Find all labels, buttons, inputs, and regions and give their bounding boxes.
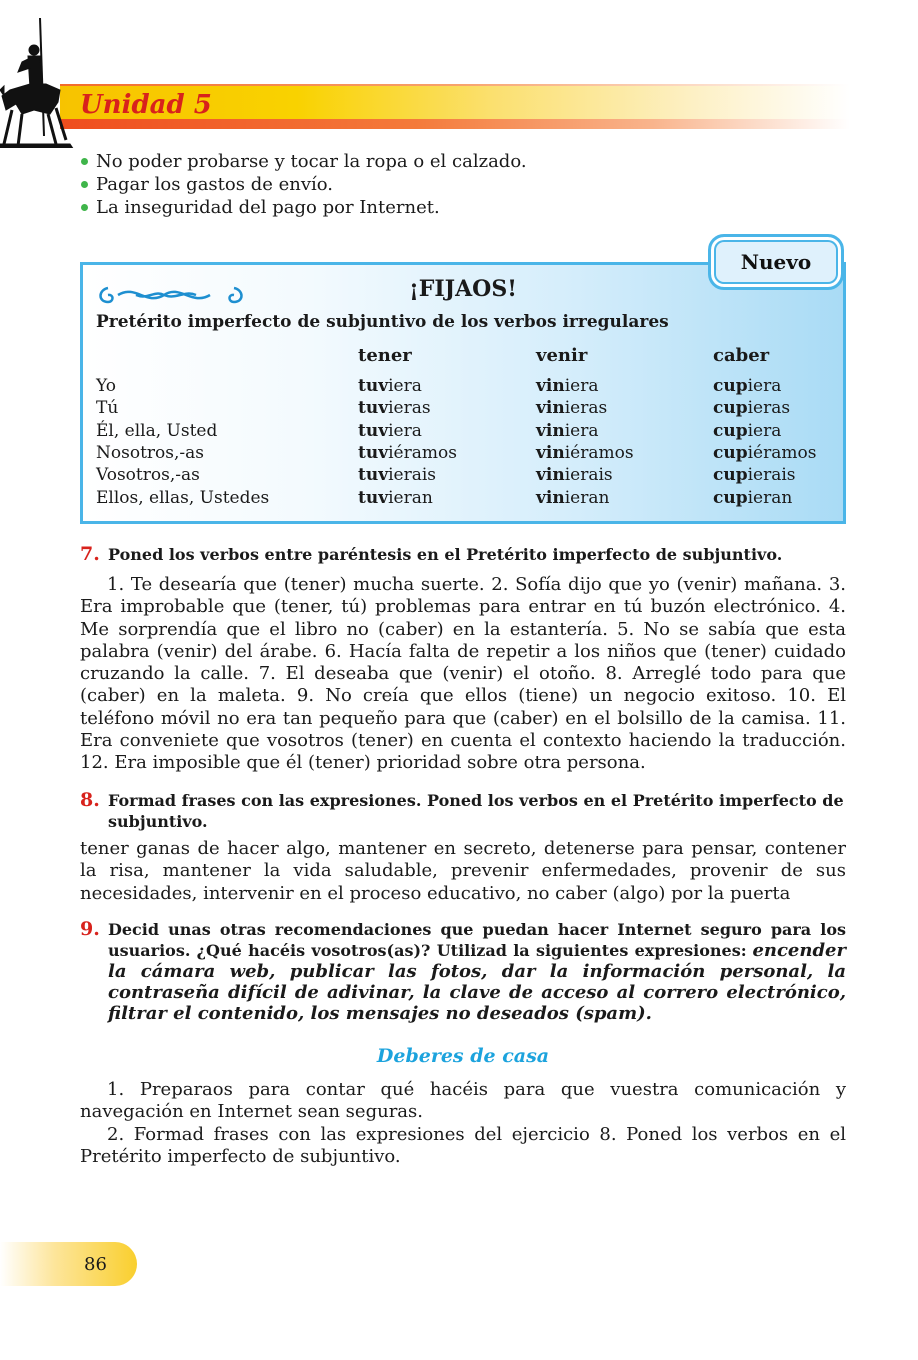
verb-stem: vin [536, 442, 565, 463]
column-header: tener [358, 345, 412, 366]
verb-form-cell [536, 376, 598, 396]
verb-stem: cup [713, 465, 748, 486]
bullet-item: Pagar los gastos de envío. [80, 173, 527, 196]
verb-ending: ieran [747, 487, 793, 508]
verb-ending: ierais [747, 465, 796, 486]
bullet-dot-icon [81, 181, 88, 188]
verb-stem: tuv [358, 442, 389, 463]
header-stripe [60, 119, 850, 129]
verb-form-cell [713, 376, 781, 396]
box-title: ¡FIJAOS! [409, 276, 517, 302]
table-heading: Pretérito imperfecto de subjuntivo de los verbos irregulares [96, 312, 669, 332]
exercise-text: 1. Te desearía que (tener) mucha suerte. 2. Sofía dijo que yo (venir) mañana. 3. Era improbable que (tener, tú) problemas para entrar en tú buzón electrónico. 4. Me sorprendía que el libro no (caber) en la estantería. 5. No se sabía que esta palabra (venir) del árabe. 6. Hacía falta de repetir a los niños que (tener) cuidado cruzando la calle. 7. El deseaba que (venir) el otoño. 8. Arreglé todo para que (caber) en la maleta. 9. No creía que ellos (tiene) un negocio exitoso. 10. El teléfono móvil no era tan pequeño para que (caber) en el bolsillo de la camisa. 11. Era conveniete que vosotros (tener) en cuenta el contexto haciendo la traducción. 12. Era imposible que él (tener) prioridad sobre otra persona. [80, 574, 846, 774]
verb-stem: tuv [358, 465, 389, 486]
column-header: caber [713, 345, 770, 366]
verb-form-cell [713, 443, 816, 463]
verb-ending: iera [388, 420, 422, 441]
verb-ending: ieran [388, 487, 433, 508]
verb-form-cell [358, 376, 422, 396]
homework-title: Deberes de casa [376, 1045, 550, 1067]
page-number-tab [0, 1242, 137, 1286]
exercise-number: 7. [80, 543, 100, 565]
verb-stem: cup [713, 376, 748, 396]
verb-form-cell [536, 488, 609, 508]
bullet-list [80, 150, 527, 219]
verb-form-cell [358, 488, 433, 508]
exercise-number: 8. [80, 789, 100, 811]
verb-stem: vin [536, 420, 565, 441]
verb-ending: iéramos [747, 442, 817, 463]
exercise-instruction: Decid unas otras recomendaciones que puedan hacer Internet seguro para los usuarios. ¿Qué hacéis vosotros(as)? Utilizad la siguientes expresiones: [108, 920, 846, 960]
verb-ending: iera [388, 376, 422, 396]
verb-form-cell [713, 465, 796, 485]
homework-item: 1. Preparaos para contar qué hacéis para que vuestra comunicación y navegación en Internet sean seguras. [80, 1079, 846, 1123]
verb-stem: tuv [358, 376, 389, 396]
pronoun-cell: Yo [96, 376, 116, 396]
verb-stem: tuv [358, 420, 389, 441]
verb-ending: ierais [564, 465, 613, 486]
verb-form-cell [536, 398, 607, 418]
bullet-dot-icon [81, 158, 88, 165]
exercise-number: 9. [80, 918, 100, 940]
verb-form-cell [713, 488, 792, 508]
verb-ending: ieran [564, 487, 610, 508]
verb-form-cell [358, 443, 457, 463]
pronoun-cell: Nosotros,-as [96, 442, 204, 463]
verb-stem: cup [713, 487, 748, 508]
verb-stem: vin [536, 465, 565, 486]
new-badge: Nuevo [708, 234, 844, 290]
verb-stem: tuv [358, 487, 389, 508]
verb-form-cell [536, 443, 634, 463]
verb-form-cell [358, 421, 422, 441]
verb-stem: tuv [358, 398, 389, 419]
exercise-expressions: encender la cámara web, publicar las fotos, dar la información personal, la contraseña difícil de adivinar, la clave de acceso al correro electrónico, filtrar el contenido, los mensajes no deseados (spam). [108, 940, 846, 1024]
verb-ending: ierais [388, 465, 437, 486]
exercise-block [108, 919, 846, 1024]
verb-form-cell [358, 398, 431, 418]
verb-ending: iera [564, 376, 599, 396]
pronoun-cell: Él, ella, Usted [96, 420, 218, 441]
verb-stem: vin [536, 487, 565, 508]
exercise-text: tener ganas de hacer algo, mantener en secreto, detenerse para pensar, contener la risa, mantener la vida saludable, prevenir enfermedades, provenir de sus necesidades, intervenir en el proceso educativo, no caber (algo) por la puerta [80, 838, 846, 904]
column-header: venir [536, 345, 588, 366]
page-number: 86 [84, 1254, 107, 1275]
verb-stem: vin [536, 376, 565, 396]
verb-stem: cup [713, 442, 748, 463]
bullet-dot-icon [81, 204, 88, 211]
pronoun-cell: Vosotros,-as [96, 465, 200, 486]
exercise-instruction: Poned los verbos entre paréntesis en el Pretérito imperfecto de subjuntivo. [108, 545, 783, 564]
pronoun-cell: Ellos, ellas, Ustedes [96, 487, 270, 508]
homework-item: 2. Formad frases con las expresiones del ejercicio 8. Poned los verbos en el Pretérito imperfecto de subjuntivo. [80, 1124, 846, 1168]
bullet-item: No poder probarse y tocar la ropa o el calzado. [80, 150, 527, 173]
verb-ending: ieras [388, 398, 431, 419]
verb-stem: cup [713, 420, 748, 441]
verb-ending: iéramos [564, 442, 634, 463]
verb-ending: ieras [564, 398, 608, 419]
pronoun-cell: Tú [96, 398, 119, 419]
unit-title: Unidad 5 [80, 90, 212, 120]
don-quixote-icon [0, 18, 80, 148]
verb-ending: iéramos [388, 442, 457, 463]
exercise-instruction: Formad frases con las expresiones. Poned los verbos en el Pretérito imperfecto de subjuntivo. [108, 791, 844, 831]
verb-ending: iera [747, 420, 782, 441]
verb-form-cell [358, 465, 436, 485]
verb-stem: vin [536, 398, 565, 419]
verb-form-cell [713, 421, 781, 441]
verb-stem: cup [713, 398, 748, 419]
verb-ending: iera [564, 420, 599, 441]
verb-form-cell [713, 398, 790, 418]
bullet-item: La inseguridad del pago por Internet. [80, 196, 527, 219]
verb-form-cell [536, 421, 598, 441]
verb-form-cell [536, 465, 613, 485]
verb-ending: ieras [747, 398, 791, 419]
verb-ending: iera [747, 376, 782, 396]
